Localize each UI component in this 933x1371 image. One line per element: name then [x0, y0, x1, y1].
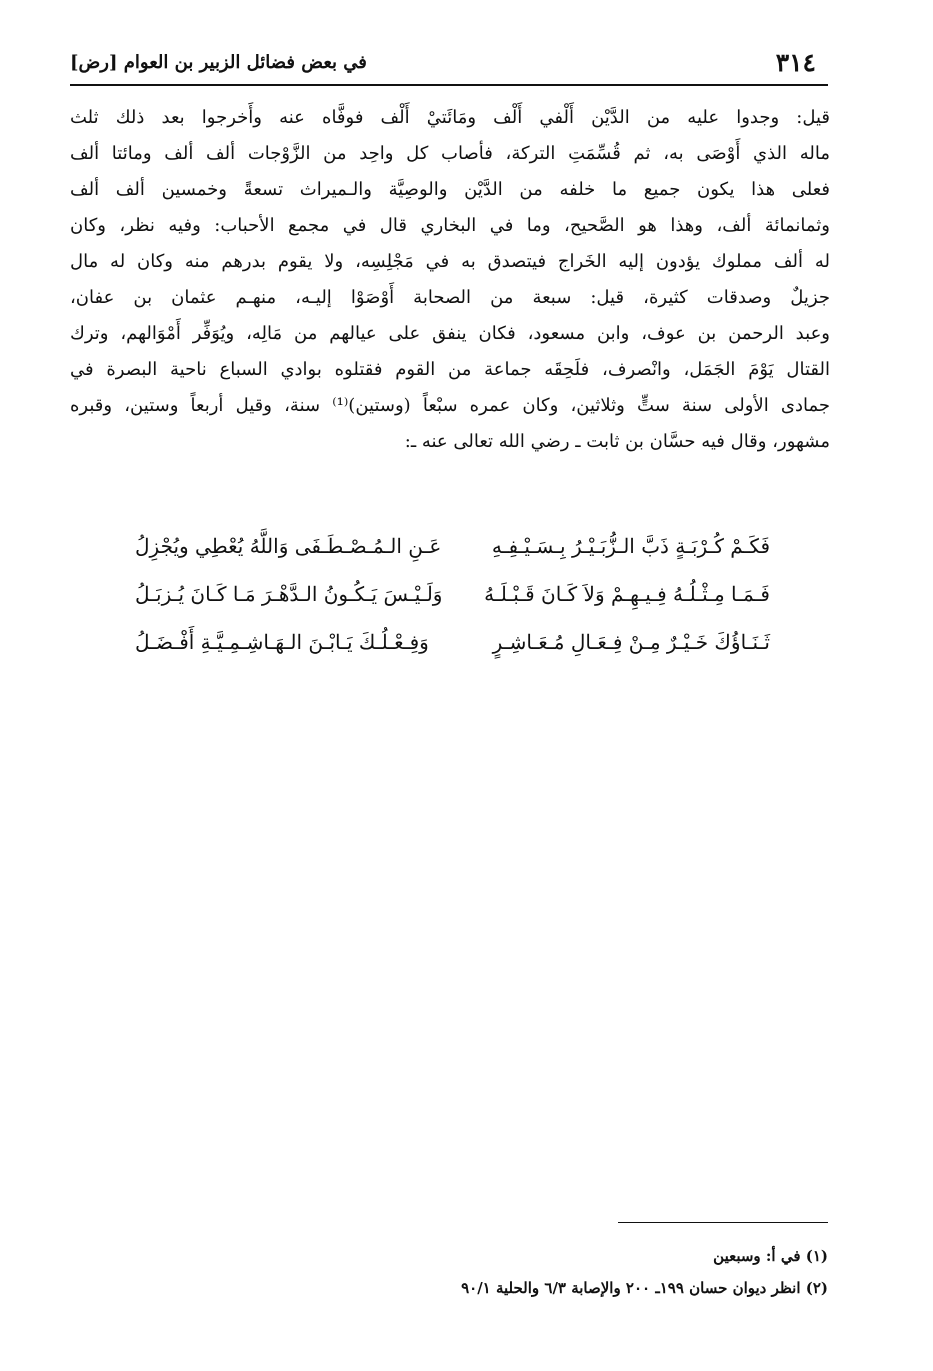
body-line: وثمانمائة ألف، وهذا هو الصَّحيح، وما في البخاري قال في مجمع الأحباب: وفيه نظر، وكان — [70, 215, 830, 236]
body-line: ماله الذي أَوْصَى به، ثم قُسِّمَتِ التركة، فأصاب كل واحِد من الزَّوْجات ألف ألف ومائتا ألف — [70, 143, 830, 164]
body-line: جزيلٌ وصدقات كثيرة، قيل: سبعة من الصحابة أَوْصَوْا إليـه، منهـم عثمان بن عفان، — [70, 287, 830, 308]
verse-second-hemistich: وَفِـعْـلُـكَ يَـابْـنَ الـهَـاشِـمِـيَّـةِ أَفْـضَـلُ — [135, 630, 429, 654]
verse-first-hemistich: فَـمَـا مِـثْـلُـهُ فِـيـهِـمْ وَلاَ كَـانَ قَـبْـلَـهُ — [484, 582, 770, 606]
body-text — [70, 100, 830, 460]
footnotes — [370, 1240, 828, 1304]
body-line: وعبد الرحمن بن عوف، وابن مسعود، فكان ينفق على عيالهم من مَالِه، ويُوَفِّر أَمْوَالهم، وترك — [70, 323, 830, 344]
body-line: القتال يَوْمَ الجَمَل، وانْصرف، فلَحِقَه جماعة من القوم فقتلوه بوادي السباع ناحية البصرة في — [70, 359, 830, 380]
body-line: جمادى الأولى سنة ستٍّ وثلاثين، وكان عمره سبْعاً (وستين)⁽¹⁾ سنة، وقيل أربعاً وستين، وقبره — [70, 395, 830, 416]
verse-first-hemistich: ثَـنَـاؤُكَ خَـيْـرٌ مِـنْ فِـعَـالِ مُـعَـاشِـرٍ — [492, 630, 770, 654]
verse-second-hemistich: عَـنِ الـمُـصْـطَـفَى وَاللَّهُ يُعْطِي ويُجْزِلُ — [135, 534, 442, 558]
footnote-separator — [618, 1222, 828, 1223]
body-line: قيل: وجدوا عليه من الدَّيْن أَلْفي أَلْف ومَائَتيْ أَلْف فوفَّاه عنه وأَخرجوا بعد ذلك ثلث — [70, 107, 830, 128]
running-title: في بعض فضائل الزبير بن العوام [رض] — [70, 52, 367, 73]
body-line: له ألف مملوك يؤدون إليه الخَراج فيتصدق به في مَجْلِسِه، ولا يقوم بدرهم منه وكان له مال — [70, 251, 830, 272]
body-line: مشهور، وقال فيه حسَّان بن ثابت ـ رضي الله تعالى عنه ـ: — [404, 431, 830, 452]
body-line: فعلى هذا يكون جميع ما خلفه من الدَّيْن والوصِيَّة والـميراث تسعةً وخمسين ألف ألف — [70, 179, 830, 200]
poem — [120, 522, 770, 666]
footnote: (١) في أ: وسبعين — [713, 1247, 828, 1265]
page-header — [70, 44, 828, 86]
poem-verse — [120, 618, 770, 666]
page-number: ٣١٤ — [775, 48, 816, 77]
verse-first-hemistich: فَكَـمْ كُـرْبَـةٍ ذَبَّ الـزُّبَـيْـرُ بِـسَـيْـفِـهِ — [491, 534, 770, 558]
footnote: (٢) انظر ديوان حسان ١٩٩ـ ٢٠٠ والإصابة ٦/٣ والحلية ٩٠/١ — [461, 1279, 828, 1297]
poem-verse — [120, 522, 770, 570]
poem-verse — [120, 570, 770, 618]
verse-second-hemistich: وَلَـيْـسَ يَـكُـونُ الـدَّهْـرَ مَـا كَـانَ يُـزبَـلُ — [135, 582, 443, 606]
